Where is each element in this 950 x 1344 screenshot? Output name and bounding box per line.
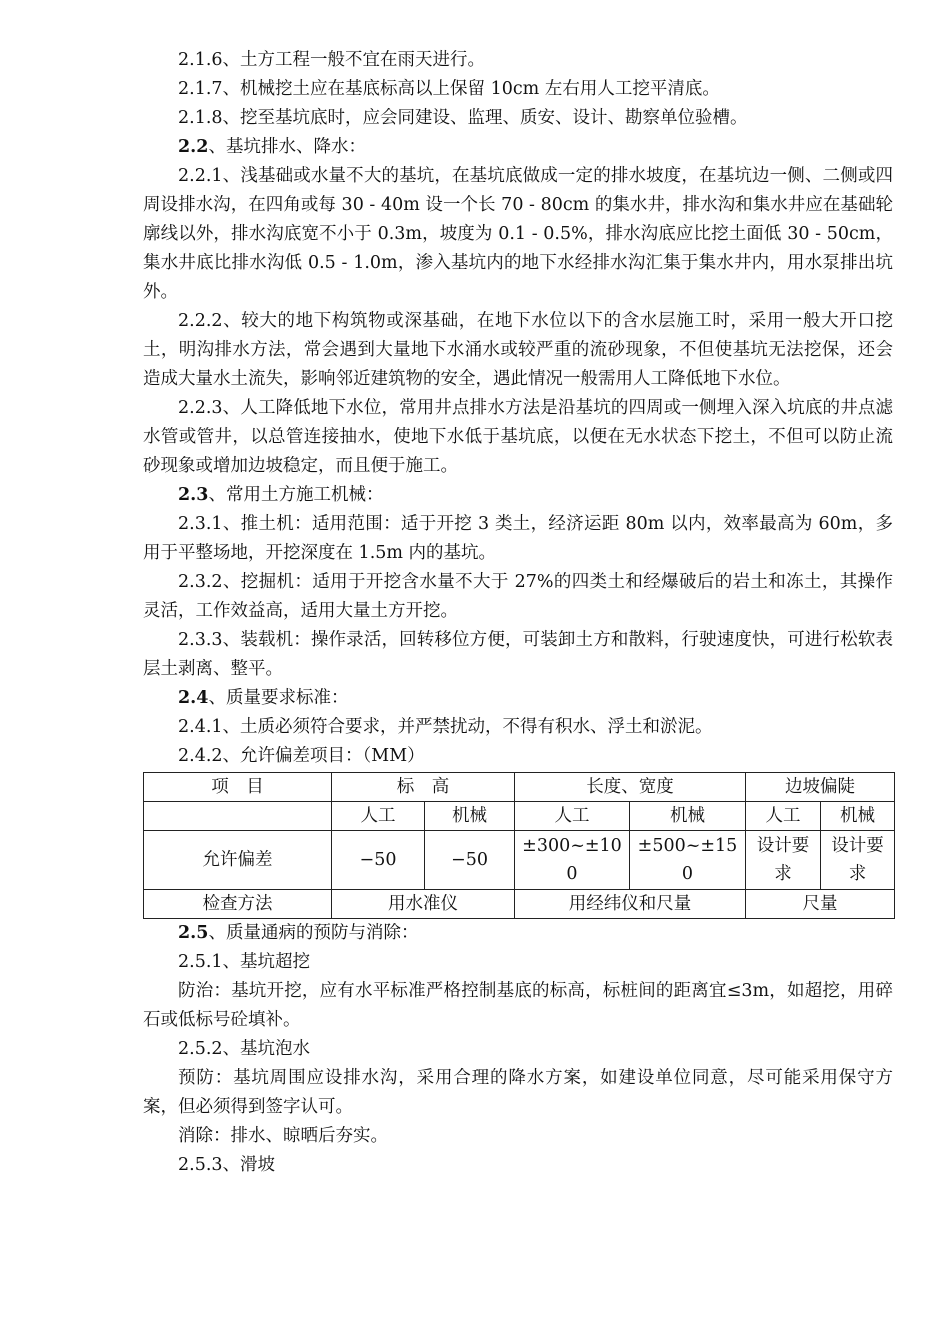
table-header-row <box>144 773 895 802</box>
heading-2-5 <box>143 919 893 948</box>
heading-2-4-text: 、质量要求标准： <box>208 688 349 708</box>
para-2-3-3: 2.3.3、装载机：操作录活，回转移位方便，可装卸土方和散料，行驶速度快，可进行松软表层土剥离、整平。 <box>143 630 893 679</box>
para-2-4-1: 2.4.1、土质必须符合要求，并严禁扰动，不得有积水、浮土和淤泥。 <box>178 717 713 737</box>
cell-slope-mechanical: 设计要求 <box>821 831 895 890</box>
para-2-2-2: 2.2.2、较大的地下构筑物或深基础，在地下水位以下的含水层施工时，采用一般大开口挖土，明沟排水方法，常会遇到大量地下水涌水或较严重的流砂现象，不但使基坑无法挖保，还会造成大量水土流失，影响邻近建筑物的安全，遇此情况一般需用人工降低地下水位。 <box>143 311 893 389</box>
header-elevation: 标 高 <box>332 773 515 802</box>
para-2-3-1: 2.3.1、推土机：适用范围：适于开挖 3 类土，经济运距 80m 以内，效率最高为 60m，多用于平整场地，开挖深度在 1.5m 内的基坑。 <box>143 514 893 563</box>
table-row <box>144 890 895 919</box>
tolerance-table <box>143 772 895 919</box>
subheader-empty <box>144 802 332 831</box>
para-2-5-2-prevention: 预防：基坑周围应设排水沟，采用合理的降水方案，如建设单位同意，尽可能采用保守方案，但必须得到签字认可。 <box>143 1068 893 1117</box>
heading-2-2-text: 、基坑排水、降水： <box>208 137 366 157</box>
cell-elevation-mechanical: −50 <box>425 831 515 890</box>
subheader-mechanical: 机械 <box>821 802 895 831</box>
para-2-2-3: 2.2.3、人工降低地下水位，常用井点排水方法是沿基坑的四周或一侧埋入深入坑底的井点滤水管或管井，以总管连接抽水，使地下水低于基坑底，以便在无水状态下挖土，不但可以防止流砂现象或增加边坡稳定，而且便于施工。 <box>143 398 893 476</box>
table-subheader-row <box>144 802 895 831</box>
subheader-manual: 人工 <box>332 802 425 831</box>
heading-2-2 <box>143 133 893 162</box>
cell-length-manual: ±300~±100 <box>515 831 630 890</box>
para-2-5-1: 2.5.1、基坑超挖 <box>178 952 311 972</box>
cell-check-elevation: 用水准仪 <box>332 890 515 919</box>
cell-elevation-manual: −50 <box>332 831 425 890</box>
header-length-width: 长度、宽度 <box>515 773 746 802</box>
para-2-3-2: 2.3.2、挖掘机：适用于开挖含水量不大于 27%的四类土和经爆破后的岩土和冻土，其操作灵活，工作效益高，适用大量土方开挖。 <box>143 572 893 621</box>
heading-2-4-number: 2.4 <box>178 688 209 708</box>
heading-2-3-number: 2.3 <box>178 485 209 505</box>
heading-2-5-text: 、质量通病的预防与消除： <box>208 923 419 943</box>
row-label-tolerance: 允许偏差 <box>144 831 332 890</box>
para-2-5-3: 2.5.3、滑坡 <box>178 1155 276 1175</box>
subheader-manual: 人工 <box>746 802 821 831</box>
heading-2-3-text: 、常用土方施工机械： <box>208 485 384 505</box>
para-2-5-1-prevention: 防治：基坑开挖，应有水平标准严格控制基底的标高，标桩间的距离宜≤3m，如超挖，用碎石或低标号砼填补。 <box>143 981 893 1030</box>
para-2-5-2-elimination: 消除：排水、晾晒后夯实。 <box>178 1126 388 1146</box>
heading-2-2-number: 2.2 <box>178 137 209 157</box>
para-2-1-6: 2.1.6、土方工程一般不宜在雨天进行。 <box>178 50 486 70</box>
para-2-1-7: 2.1.7、机械挖土应在基底标高以上保留 10cm 左右用人工挖平清底。 <box>178 79 720 99</box>
heading-2-5-number: 2.5 <box>178 923 209 943</box>
cell-check-length: 用经纬仪和尺量 <box>515 890 746 919</box>
cell-check-slope: 尺量 <box>746 890 895 919</box>
cell-slope-manual: 设计要求 <box>746 831 821 890</box>
para-2-2-1: 2.2.1、浅基础或水量不大的基坑，在基坑底做成一定的排水坡度，在基坑边一侧、二侧或四周设排水沟，在四角或每 30 - 40m 设一个长 70 - 80cm 的集水井，排水沟和集水井应在基础轮廓线以外，排水沟底宽不小于 0.3m，坡度为 0.1 - 0.5%，排水沟底应比挖土面低 30 - 50cm，集水井底比排水沟低 0.5 - 1.0m，渗入基坑内的地下水经排水沟汇集于集水井内，用水泵排出坑外。 <box>143 166 893 302</box>
subheader-manual: 人工 <box>515 802 630 831</box>
row-label-check-method: 检查方法 <box>144 890 332 919</box>
para-2-1-8: 2.1.8、挖至基坑底时，应会同建设、监理、质安、设计、勘察单位验槽。 <box>178 108 748 128</box>
table-row <box>144 831 895 890</box>
header-slope: 边坡偏陡 <box>746 773 895 802</box>
para-2-4-2: 2.4.2、允许偏差项目：（MM） <box>178 746 425 766</box>
para-2-5-2: 2.5.2、基坑泡水 <box>178 1039 311 1059</box>
document-page <box>143 46 893 1180</box>
subheader-mechanical: 机械 <box>630 802 746 831</box>
heading-2-3 <box>143 481 893 510</box>
cell-length-mechanical: ±500~±150 <box>630 831 746 890</box>
heading-2-4 <box>143 684 893 713</box>
subheader-mechanical: 机械 <box>425 802 515 831</box>
header-item: 项 目 <box>144 773 332 802</box>
